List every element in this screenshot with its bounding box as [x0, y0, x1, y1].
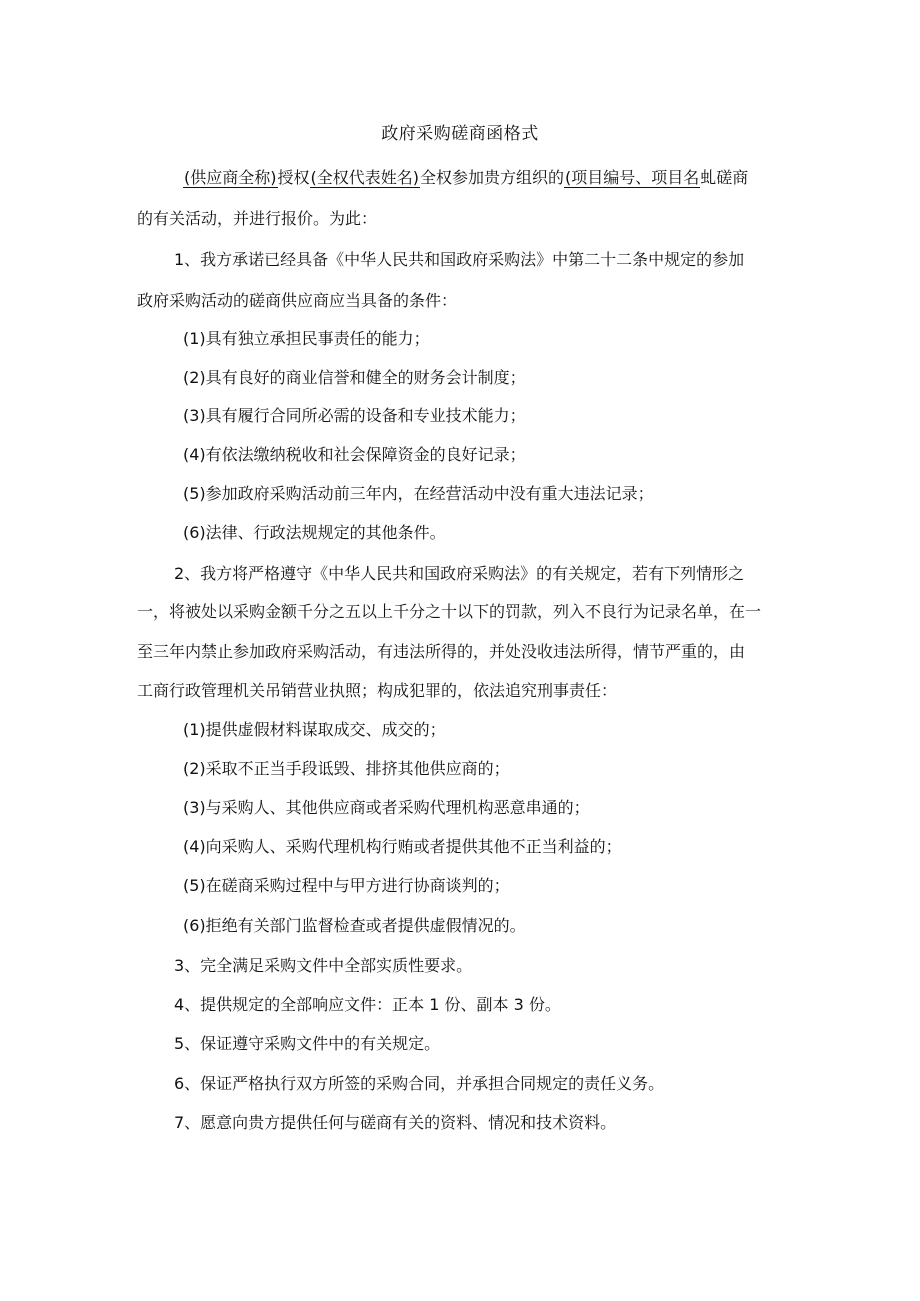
item-2-sub-1: (1)提供虚假材料谋取成交、成交的；	[183, 720, 446, 739]
item-3: 3、完全满足采购文件中全部实质性要求。	[174, 956, 473, 975]
representative-name-placeholder: (全权代表姓名)	[310, 168, 420, 187]
item-5: 5、保证遵守采购文件中的有关规定。	[174, 1034, 441, 1053]
item-1-line-2: 政府采购活动的磋商供应商应当具备的条件：	[137, 291, 458, 310]
item-2-sub-4: (4)向采购人、采购代理机构行贿或者提供其他不正当利益的；	[183, 837, 622, 856]
item-1-line-1: 1、我方承诺已经具备《中华人民共和国政府采购法》中第二十二条中规定的参加	[174, 250, 745, 269]
intro-line-1-end: 虬磋商	[700, 168, 749, 187]
item-1-sub-1: (1)具有独立承担民事责任的能力；	[183, 329, 430, 348]
item-2-sub-6: (6)拒绝有关部门监督检查或者提供虚假情况的。	[183, 916, 526, 935]
item-2-line-3: 至三年内禁止参加政府采购活动，有违法所得的，并处没收违法所得，情节严重的，由	[137, 642, 746, 661]
document-title: 政府采购磋商函格式	[381, 124, 539, 144]
item-4: 4、提供规定的全部响应文件：正本 1 份、副本 3 份。	[174, 995, 561, 1014]
intro-line-2: 的有关活动，并进行报价。为此：	[137, 209, 378, 228]
authorize-text: 授权	[277, 168, 310, 187]
item-1-sub-2: (2)具有良好的商业信誉和健全的财务会计制度；	[183, 368, 526, 387]
item-2-line-4: 工商行政管理机关吊销营业执照；构成犯罪的，依法追究刑事责任：	[137, 681, 618, 700]
project-placeholder: (项目编号、项目名	[565, 168, 700, 187]
item-1-sub-3: (3)具有履行合同所必需的设备和专业技术能力；	[183, 406, 526, 425]
item-2-sub-5: (5)在磋商采购过程中与甲方进行协商谈判的；	[183, 876, 510, 895]
item-1-sub-6: (6)法律、行政法规规定的其他条件。	[183, 523, 446, 542]
intro-line-1	[183, 166, 748, 190]
item-6: 6、保证严格执行双方所签的采购合同，并承担合同规定的责任义务。	[174, 1074, 665, 1093]
item-2-sub-3: (3)与采购人、其他供应商或者采购代理机构恶意串通的；	[183, 798, 590, 817]
item-2-sub-2: (2)采取不正当手段诋毁、排挤其他供应商的；	[183, 759, 510, 778]
item-1-sub-5: (5)参加政府采购活动前三年内，在经营活动中没有重大违法记录；	[183, 484, 654, 503]
item-2-line-1: 2、我方将严格遵守《中华人民共和国政府采购法》的有关规定，若有下列情形之	[174, 564, 745, 583]
item-2-line-2: 一，将被处以采购金额千分之五以上千分之十以下的罚款，列入不良行为记录名单，在一	[137, 602, 762, 621]
item-1-sub-4: (4)有依法缴纳税收和社会保障资金的良好记录；	[183, 445, 526, 464]
supplier-name-placeholder: (供应商全称)	[184, 168, 277, 187]
item-7: 7、愿意向贵方提供任何与磋商有关的资料、情况和技术资料。	[174, 1113, 617, 1132]
participate-text: 全权参加贵方组织的	[420, 168, 565, 187]
